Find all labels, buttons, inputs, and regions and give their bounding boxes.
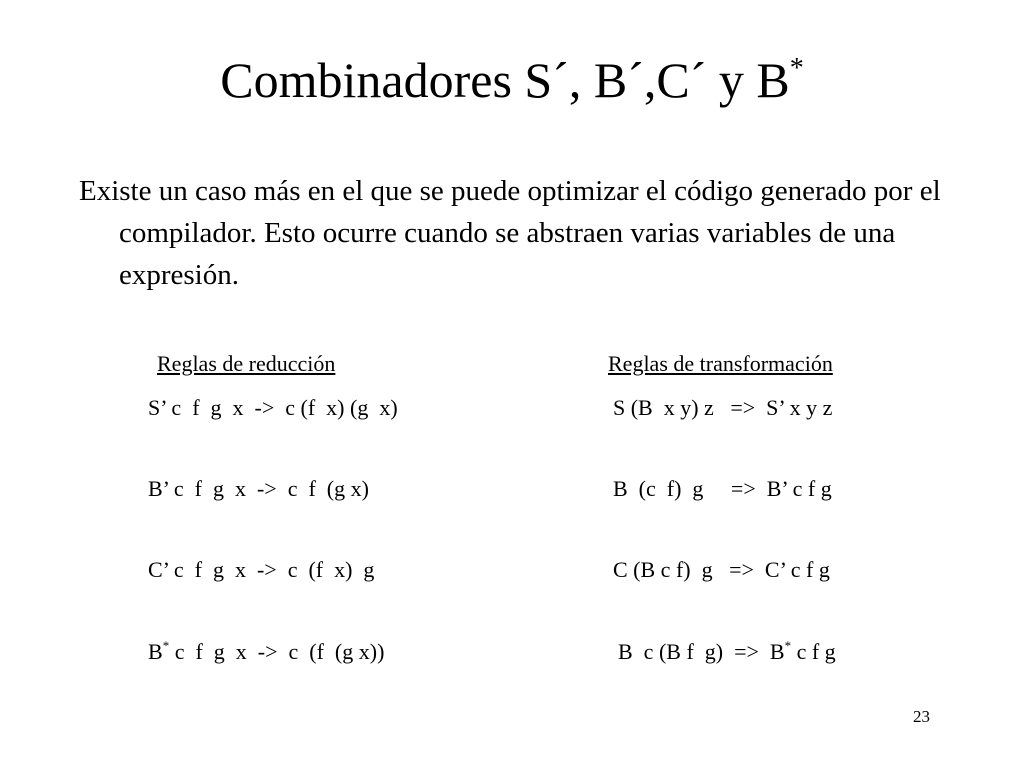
transformation-rule [613, 556, 830, 584]
rule-superscript: * [162, 638, 170, 653]
reduction-rule [148, 556, 374, 584]
transformation-rules-header: Reglas de transformación [608, 351, 833, 376]
title-text: Combinadores S´, B´,C´ y B [220, 52, 790, 108]
rule-text-tail: c f g x -> c (f (g x)) [169, 639, 385, 664]
transformation-rule [613, 475, 832, 503]
reduction-rules-header: Reglas de reducción [157, 351, 336, 376]
transformation-rule [618, 638, 836, 666]
rule-text-tail: c f g [791, 639, 836, 664]
rule-text: S (B x y) z => S’ x y z [613, 395, 833, 420]
rule-text: C’ c f g x -> c (f x) g [148, 557, 375, 582]
rule-superscript: * [784, 638, 792, 653]
page-number: 23 [913, 707, 930, 726]
rule-text: B [148, 639, 163, 664]
rule-text: B c (B f g) => B [618, 639, 785, 664]
reduction-rule [148, 638, 384, 666]
rule-text: B (c f) g => B’ c f g [613, 476, 832, 501]
reduction-rule [148, 394, 398, 422]
body-paragraph: Existe un caso más en el que se puede optimizar el código generado por el compilador. Esto ocurre cuando se abstraen varias variables de una expresión. [79, 175, 941, 291]
reduction-rule [148, 475, 369, 503]
rule-text: S’ c f g x -> c (f x) (g x) [148, 395, 398, 420]
transformation-rule [613, 394, 832, 422]
title-superscript: * [789, 53, 804, 84]
rule-text: B’ c f g x -> c f (g x) [148, 476, 369, 501]
slide-title [0, 50, 1024, 110]
rule-text: C (B c f) g => C’ c f g [613, 557, 830, 582]
